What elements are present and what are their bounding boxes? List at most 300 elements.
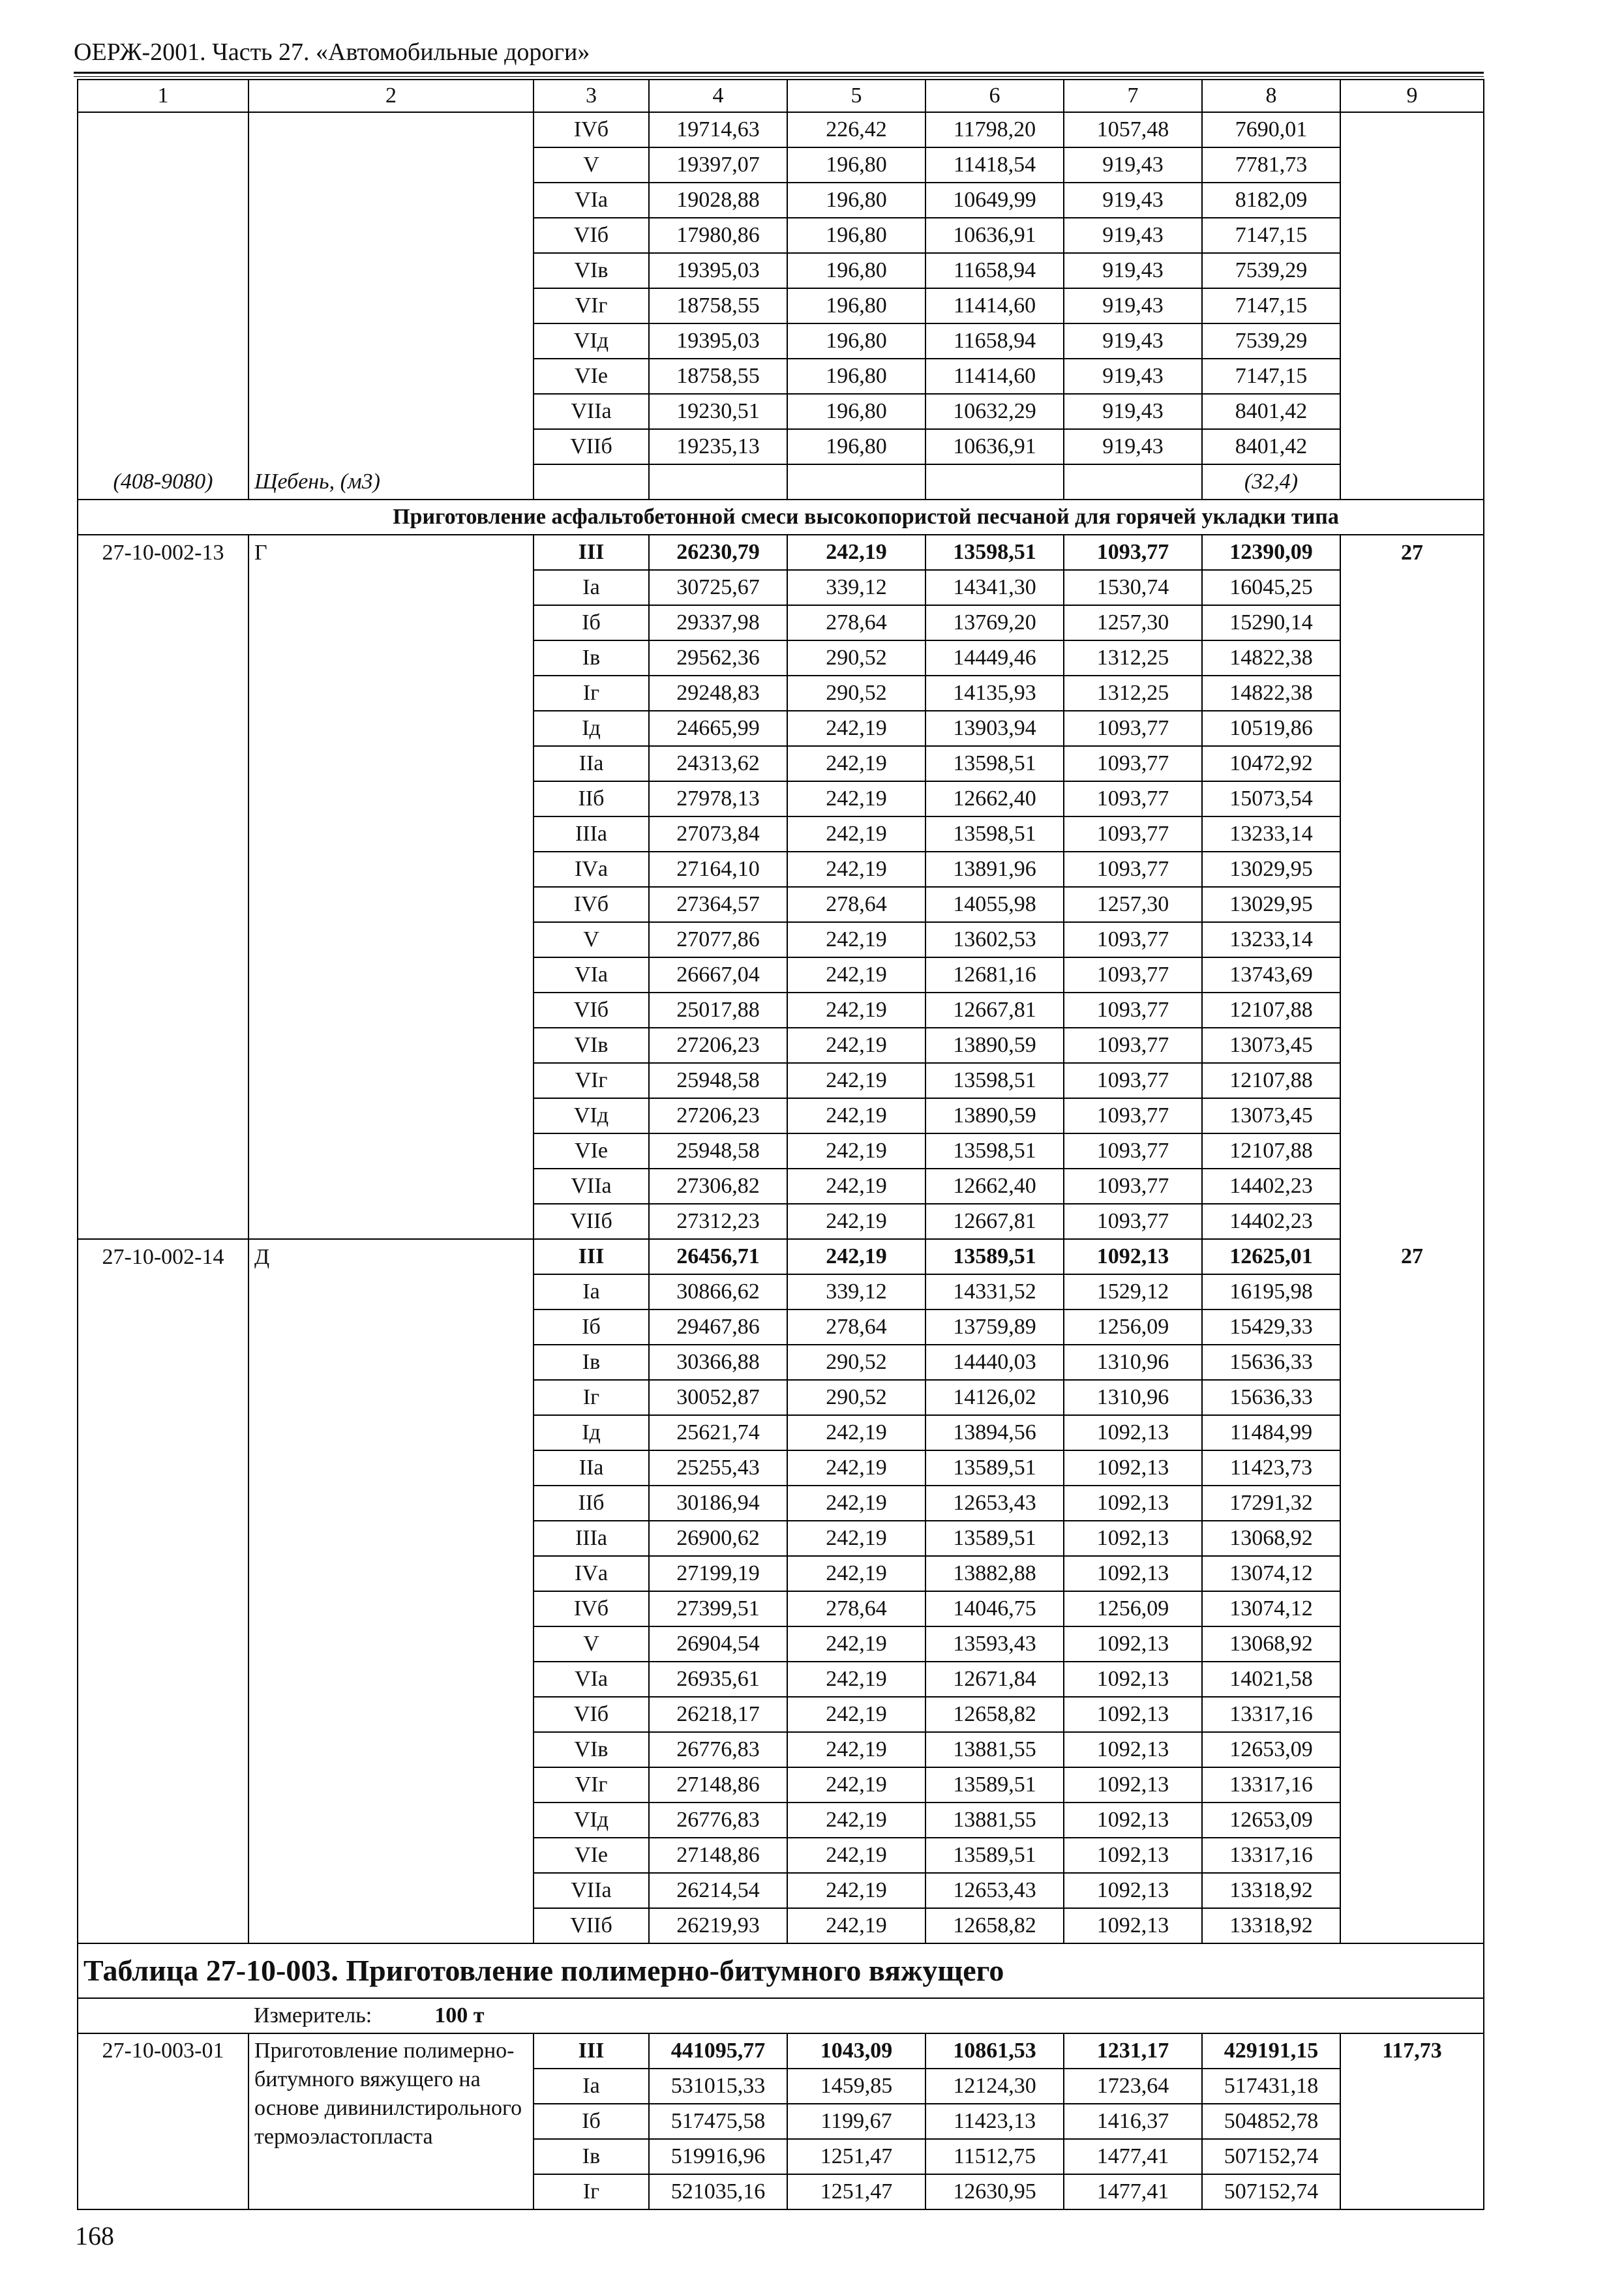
column-number: 5	[787, 80, 925, 112]
value-cell-c4: 441095,77	[649, 2033, 787, 2069]
region-cell: VIIб	[534, 1204, 649, 1239]
value-cell-c6: 10636,91	[925, 429, 1064, 464]
region-cell: Iб	[534, 2104, 649, 2139]
value-cell-c6: 14046,75	[925, 1591, 1064, 1626]
value-cell-c4: 26219,93	[649, 1908, 787, 1943]
value-cell-c5: 196,80	[787, 429, 925, 464]
value-cell-c8: 14822,38	[1202, 640, 1340, 676]
name-cell	[248, 1767, 534, 1803]
value-cell-c4: 19714,63	[649, 112, 787, 147]
region-cell: IIа	[534, 746, 649, 781]
value-cell-c7: 1477,41	[1064, 2174, 1202, 2209]
value-cell-c9	[1340, 1380, 1484, 1415]
value-cell-c7: 1093,77	[1064, 816, 1202, 852]
value-cell-c7: 1256,09	[1064, 1591, 1202, 1626]
empty-cell	[78, 500, 248, 535]
value-cell-c9	[1340, 570, 1484, 605]
value-cell-c4: 27199,19	[649, 1556, 787, 1591]
table-row	[78, 746, 1484, 781]
value-cell-c9	[1340, 253, 1484, 288]
value-cell-c9	[1340, 1697, 1484, 1732]
name-cell	[248, 1662, 534, 1697]
region-cell: IVб	[534, 887, 649, 922]
value-cell-c8: 15636,33	[1202, 1380, 1340, 1415]
region-cell: Iа	[534, 2069, 649, 2104]
name-cell	[248, 288, 534, 323]
value-cell-c4: 25255,43	[649, 1450, 787, 1486]
value-cell-c7: 919,43	[1064, 323, 1202, 359]
name-cell	[248, 1908, 534, 1943]
value-cell-c7: 1093,77	[1064, 1169, 1202, 1204]
empty-cell	[925, 464, 1064, 500]
value-cell-c9	[1340, 676, 1484, 711]
value-cell-c8: 12653,09	[1202, 1732, 1340, 1767]
name-cell	[248, 1204, 534, 1239]
value-cell-c8: 7690,01	[1202, 112, 1340, 147]
value-cell-c9	[1340, 1169, 1484, 1204]
value-cell-c5: 339,12	[787, 570, 925, 605]
value-cell-c8: 13318,92	[1202, 1873, 1340, 1908]
table-row	[78, 1732, 1484, 1767]
column-number: 8	[1202, 80, 1340, 112]
value-cell-c7: 1312,25	[1064, 676, 1202, 711]
code-cell	[78, 852, 248, 887]
value-cell-c5: 278,64	[787, 887, 925, 922]
value-cell-c5: 290,52	[787, 676, 925, 711]
table-row	[78, 1415, 1484, 1450]
value-cell-c7: 919,43	[1064, 394, 1202, 429]
code-cell	[78, 183, 248, 218]
value-cell-c7: 1093,77	[1064, 781, 1202, 816]
value-cell-c7: 1257,30	[1064, 887, 1202, 922]
empty-cell	[78, 1998, 248, 2033]
region-cell: Iг	[534, 676, 649, 711]
name-cell	[248, 1591, 534, 1626]
code-cell	[78, 1767, 248, 1803]
region-cell: IIIа	[534, 1521, 649, 1556]
code-cell	[78, 359, 248, 394]
table-row	[78, 781, 1484, 816]
value-cell-c6: 13890,59	[925, 1098, 1064, 1133]
value-cell-c7: 919,43	[1064, 183, 1202, 218]
table-row	[78, 1450, 1484, 1486]
region-cell: Iб	[534, 605, 649, 640]
region-cell: VIа	[534, 183, 649, 218]
value-cell-c6: 13598,51	[925, 746, 1064, 781]
name-cell	[248, 1063, 534, 1098]
value-cell-c5: 242,19	[787, 1133, 925, 1169]
table-row	[78, 218, 1484, 253]
code-cell	[78, 640, 248, 676]
value-cell-c9	[1340, 1591, 1484, 1626]
value-cell-c4: 30366,88	[649, 1345, 787, 1380]
value-cell-c4: 24665,99	[649, 711, 787, 746]
name-cell	[248, 253, 534, 288]
value-cell-c9	[1340, 1098, 1484, 1133]
value-cell-c4: 27077,86	[649, 922, 787, 957]
value-cell-c8: 14822,38	[1202, 676, 1340, 711]
value-cell-c5: 226,42	[787, 112, 925, 147]
value-cell-c8: 13317,16	[1202, 1767, 1340, 1803]
value-cell-c5: 242,19	[787, 852, 925, 887]
region-cell: IIб	[534, 781, 649, 816]
value-cell-c5: 196,80	[787, 218, 925, 253]
code-cell	[78, 1169, 248, 1204]
table-row	[78, 711, 1484, 746]
table-row	[78, 1169, 1484, 1204]
code-cell	[78, 1486, 248, 1521]
value-cell-c8: 12107,88	[1202, 1133, 1340, 1169]
value-cell-c5: 1199,67	[787, 2104, 925, 2139]
region-cell: VIIб	[534, 1908, 649, 1943]
region-cell: VIб	[534, 1697, 649, 1732]
code-cell	[78, 1556, 248, 1591]
value-cell-c9	[1340, 816, 1484, 852]
value-cell-c6: 13881,55	[925, 1732, 1064, 1767]
value-cell-c5: 242,19	[787, 1908, 925, 1943]
value-cell-c7: 1057,48	[1064, 112, 1202, 147]
value-cell-c5: 242,19	[787, 1521, 925, 1556]
value-cell-c8: 517431,18	[1202, 2069, 1340, 2104]
value-cell-c6: 10632,29	[925, 394, 1064, 429]
name-cell	[248, 1345, 534, 1380]
code-cell	[78, 1873, 248, 1908]
value-cell-c8: 13233,14	[1202, 922, 1340, 957]
value-cell-c9	[1340, 1662, 1484, 1697]
value-cell-c4: 30186,94	[649, 1486, 787, 1521]
item-main-row	[78, 2033, 1484, 2069]
value-cell-c7: 919,43	[1064, 288, 1202, 323]
code-cell	[78, 1415, 248, 1450]
column-number-row	[78, 80, 1484, 112]
value-cell-c8: 13068,92	[1202, 1521, 1340, 1556]
region-cell: V	[534, 1626, 649, 1662]
value-cell-c9: 27	[1340, 1239, 1484, 1274]
value-cell-c7: 1093,77	[1064, 1133, 1202, 1169]
value-cell-c7: 1312,25	[1064, 640, 1202, 676]
value-cell-c9	[1340, 1486, 1484, 1521]
value-cell-c8: 11484,99	[1202, 1415, 1340, 1450]
value-cell-c9	[1340, 1450, 1484, 1486]
table-row	[78, 323, 1484, 359]
value-cell-c8: 13074,12	[1202, 1591, 1340, 1626]
code-cell	[78, 781, 248, 816]
value-cell-c8: 10519,86	[1202, 711, 1340, 746]
value-cell-c4: 17980,86	[649, 218, 787, 253]
code-cell	[78, 1697, 248, 1732]
value-cell-c5: 196,80	[787, 323, 925, 359]
value-cell-c5: 242,19	[787, 1169, 925, 1204]
page-number: 168	[75, 2221, 114, 2251]
value-cell-c7: 1092,13	[1064, 1908, 1202, 1943]
value-cell-c6: 10861,53	[925, 2033, 1064, 2069]
code-cell	[78, 1662, 248, 1697]
table-title-row	[78, 1943, 1484, 1998]
value-cell-c8: 7147,15	[1202, 359, 1340, 394]
value-cell-c6: 13589,51	[925, 1450, 1064, 1486]
region-cell: V	[534, 147, 649, 183]
value-cell-c8: 8401,42	[1202, 394, 1340, 429]
value-cell-c9	[1340, 1556, 1484, 1591]
value-cell-c4: 27978,13	[649, 781, 787, 816]
value-cell-c6: 12653,43	[925, 1873, 1064, 1908]
value-cell-c4: 25017,88	[649, 993, 787, 1028]
value-cell-c4: 27306,82	[649, 1169, 787, 1204]
name-cell	[248, 394, 534, 429]
region-cell: VIа	[534, 1662, 649, 1697]
table-row	[78, 1133, 1484, 1169]
region-cell: VIе	[534, 1133, 649, 1169]
table-row	[78, 1380, 1484, 1415]
value-cell-c4: 29248,83	[649, 676, 787, 711]
table-row	[78, 1309, 1484, 1345]
region-cell: Iд	[534, 711, 649, 746]
value-cell-c5: 242,19	[787, 746, 925, 781]
value-cell-c8: 15290,14	[1202, 605, 1340, 640]
value-cell-c9	[1340, 183, 1484, 218]
code-cell	[78, 1380, 248, 1415]
value-cell-c6: 11414,60	[925, 359, 1064, 394]
value-cell-c5: 242,19	[787, 1803, 925, 1838]
region-cell: V	[534, 922, 649, 957]
table-row	[78, 640, 1484, 676]
name-cell	[248, 957, 534, 993]
column-number: 9	[1340, 80, 1484, 112]
name-cell	[248, 1380, 534, 1415]
region-cell: III	[534, 535, 649, 570]
name-cell	[248, 1556, 534, 1591]
value-cell-c6: 13882,88	[925, 1556, 1064, 1591]
value-cell-c9	[1340, 112, 1484, 147]
value-cell-c9	[1340, 323, 1484, 359]
value-cell-c9	[1340, 957, 1484, 993]
value-cell-c4: 19230,51	[649, 394, 787, 429]
value-cell-c9: 117,73	[1340, 2033, 1484, 2209]
region-cell: VIIа	[534, 394, 649, 429]
value-cell-c9	[1340, 288, 1484, 323]
value-cell-c6: 12658,82	[925, 1697, 1064, 1732]
value-cell-c4: 27073,84	[649, 816, 787, 852]
name-cell	[248, 359, 534, 394]
description-cell: Приготовление полимерно-битумного вяжущего на основе дивинилстирольного термоэластопласта	[248, 2033, 534, 2209]
code-cell	[78, 1345, 248, 1380]
value-cell-c8: 7539,29	[1202, 323, 1340, 359]
name-cell	[248, 1028, 534, 1063]
value-cell-c4: 18758,55	[649, 359, 787, 394]
value-cell-c5: 242,19	[787, 957, 925, 993]
value-cell-c6: 12681,16	[925, 957, 1064, 993]
value-cell-c9	[1340, 1028, 1484, 1063]
column-number: 1	[78, 80, 248, 112]
value-cell-c8: 11423,73	[1202, 1450, 1340, 1486]
name-cell	[248, 183, 534, 218]
name-cell: Д	[248, 1239, 534, 1274]
value-cell-c5: 196,80	[787, 147, 925, 183]
column-number: 6	[925, 80, 1064, 112]
value-cell-c7: 1092,13	[1064, 1556, 1202, 1591]
resource-qty: (32,4)	[1202, 464, 1340, 500]
name-cell	[248, 676, 534, 711]
column-number: 7	[1064, 80, 1202, 112]
table-row	[78, 1767, 1484, 1803]
value-cell-c5: 242,19	[787, 1028, 925, 1063]
value-cell-c5: 242,19	[787, 711, 925, 746]
region-cell: VIIб	[534, 429, 649, 464]
value-cell-c9	[1340, 1908, 1484, 1943]
value-cell-c8: 17291,32	[1202, 1486, 1340, 1521]
value-cell-c9	[1340, 1767, 1484, 1803]
value-cell-c7: 1310,96	[1064, 1345, 1202, 1380]
value-cell-c5: 196,80	[787, 394, 925, 429]
name-cell	[248, 1697, 534, 1732]
table-row	[78, 429, 1484, 464]
value-cell-c4: 26900,62	[649, 1521, 787, 1556]
name-cell	[248, 640, 534, 676]
value-cell-c5: 196,80	[787, 253, 925, 288]
name-cell	[248, 1838, 534, 1873]
value-cell-c5: 196,80	[787, 359, 925, 394]
value-cell-c7: 1257,30	[1064, 605, 1202, 640]
value-cell-c8: 507152,74	[1202, 2174, 1340, 2209]
value-cell-c5: 242,19	[787, 993, 925, 1028]
value-cell-c5: 339,12	[787, 1274, 925, 1309]
value-cell-c9	[1340, 640, 1484, 676]
value-cell-c7: 1092,13	[1064, 1732, 1202, 1767]
value-cell-c6: 14331,52	[925, 1274, 1064, 1309]
resource-name: Щебень, (м3)	[248, 464, 534, 500]
value-cell-c4: 26667,04	[649, 957, 787, 993]
name-cell	[248, 887, 534, 922]
value-cell-c5: 1251,47	[787, 2139, 925, 2174]
value-cell-c6: 14341,30	[925, 570, 1064, 605]
value-cell-c5: 242,19	[787, 1098, 925, 1133]
value-cell-c5: 242,19	[787, 1556, 925, 1591]
region-cell: VIIа	[534, 1873, 649, 1908]
value-cell-c7: 1092,13	[1064, 1626, 1202, 1662]
value-cell-c7: 1092,13	[1064, 1838, 1202, 1873]
running-header: ОЕРЖ-2001. Часть 27. «Автомобильные дороги»	[74, 38, 590, 66]
value-cell-c4: 27206,23	[649, 1098, 787, 1133]
value-cell-c9	[1340, 1732, 1484, 1767]
value-cell-c5: 242,19	[787, 1239, 925, 1274]
value-cell-c8: 7147,15	[1202, 288, 1340, 323]
table-row	[78, 922, 1484, 957]
region-cell: Iа	[534, 1274, 649, 1309]
value-cell-c4: 26935,61	[649, 1662, 787, 1697]
value-cell-c8: 7539,29	[1202, 253, 1340, 288]
name-cell	[248, 1415, 534, 1450]
name-cell	[248, 1803, 534, 1838]
value-cell-c8: 8401,42	[1202, 429, 1340, 464]
code-cell	[78, 1732, 248, 1767]
region-cell: Iв	[534, 2139, 649, 2174]
value-cell-c4: 26214,54	[649, 1873, 787, 1908]
value-cell-c9	[1340, 218, 1484, 253]
value-cell-c6: 13589,51	[925, 1838, 1064, 1873]
value-cell-c7: 1231,17	[1064, 2033, 1202, 2069]
value-cell-c4: 25948,58	[649, 1063, 787, 1098]
table-row	[78, 676, 1484, 711]
table-row	[78, 1063, 1484, 1098]
value-cell-c4: 30052,87	[649, 1380, 787, 1415]
value-cell-c5: 242,19	[787, 535, 925, 570]
value-cell-c4: 19395,03	[649, 253, 787, 288]
value-cell-c9	[1340, 147, 1484, 183]
name-cell	[248, 1309, 534, 1345]
name-cell	[248, 605, 534, 640]
value-cell-c7: 919,43	[1064, 253, 1202, 288]
value-cell-c7: 1093,77	[1064, 957, 1202, 993]
section-title: Приготовление асфальтобетонной смеси высокопористой песчаной для горячей укладки типа	[248, 500, 1484, 535]
value-cell-c6: 13903,94	[925, 711, 1064, 746]
resource-code: (408-9080)	[78, 464, 248, 500]
value-cell-c7: 1093,77	[1064, 993, 1202, 1028]
code-cell	[78, 570, 248, 605]
code-cell: 27-10-002-14	[78, 1239, 248, 1274]
value-cell-c9	[1340, 1204, 1484, 1239]
header-rule-thin	[74, 76, 1484, 77]
value-cell-c6: 13894,56	[925, 1415, 1064, 1450]
code-cell	[78, 605, 248, 640]
name-cell	[248, 781, 534, 816]
code-cell	[78, 993, 248, 1028]
value-cell-c9	[1340, 1626, 1484, 1662]
value-cell-c4: 27148,86	[649, 1838, 787, 1873]
table-row	[78, 1838, 1484, 1873]
value-cell-c7: 919,43	[1064, 218, 1202, 253]
value-cell-c6: 11658,94	[925, 253, 1064, 288]
value-cell-c6: 13759,89	[925, 1309, 1064, 1345]
value-cell-c8: 15429,33	[1202, 1309, 1340, 1345]
region-cell: VIа	[534, 957, 649, 993]
value-cell-c8: 12625,01	[1202, 1239, 1340, 1274]
region-cell: VIб	[534, 993, 649, 1028]
table-row	[78, 1662, 1484, 1697]
value-cell-c4: 25621,74	[649, 1415, 787, 1450]
name-cell	[248, 1133, 534, 1169]
region-cell: IVб	[534, 1591, 649, 1626]
value-cell-c8: 14402,23	[1202, 1204, 1340, 1239]
table-row	[78, 1626, 1484, 1662]
code-cell	[78, 1591, 248, 1626]
value-cell-c4: 29467,86	[649, 1309, 787, 1345]
value-cell-c6: 14449,46	[925, 640, 1064, 676]
value-cell-c6: 12671,84	[925, 1662, 1064, 1697]
value-cell-c6: 10636,91	[925, 218, 1064, 253]
value-cell-c6: 11512,75	[925, 2139, 1064, 2174]
rates-table	[77, 79, 1484, 2210]
table-row	[78, 359, 1484, 394]
value-cell-c6: 13598,51	[925, 1063, 1064, 1098]
value-cell-c5: 290,52	[787, 640, 925, 676]
value-cell-c7: 1416,37	[1064, 2104, 1202, 2139]
value-cell-c5: 278,64	[787, 605, 925, 640]
value-cell-c9	[1340, 781, 1484, 816]
value-cell-c8: 15073,54	[1202, 781, 1340, 816]
value-cell-c6: 13602,53	[925, 922, 1064, 957]
value-cell-c9	[1340, 1838, 1484, 1873]
value-cell-c4: 19397,07	[649, 147, 787, 183]
value-cell-c7: 1092,13	[1064, 1803, 1202, 1838]
name-cell	[248, 570, 534, 605]
region-cell: VIIа	[534, 1169, 649, 1204]
value-cell-c4: 27206,23	[649, 1028, 787, 1063]
value-cell-c6: 11658,94	[925, 323, 1064, 359]
table-row	[78, 1521, 1484, 1556]
code-cell	[78, 957, 248, 993]
code-cell	[78, 1274, 248, 1309]
value-cell-c6: 12667,81	[925, 993, 1064, 1028]
